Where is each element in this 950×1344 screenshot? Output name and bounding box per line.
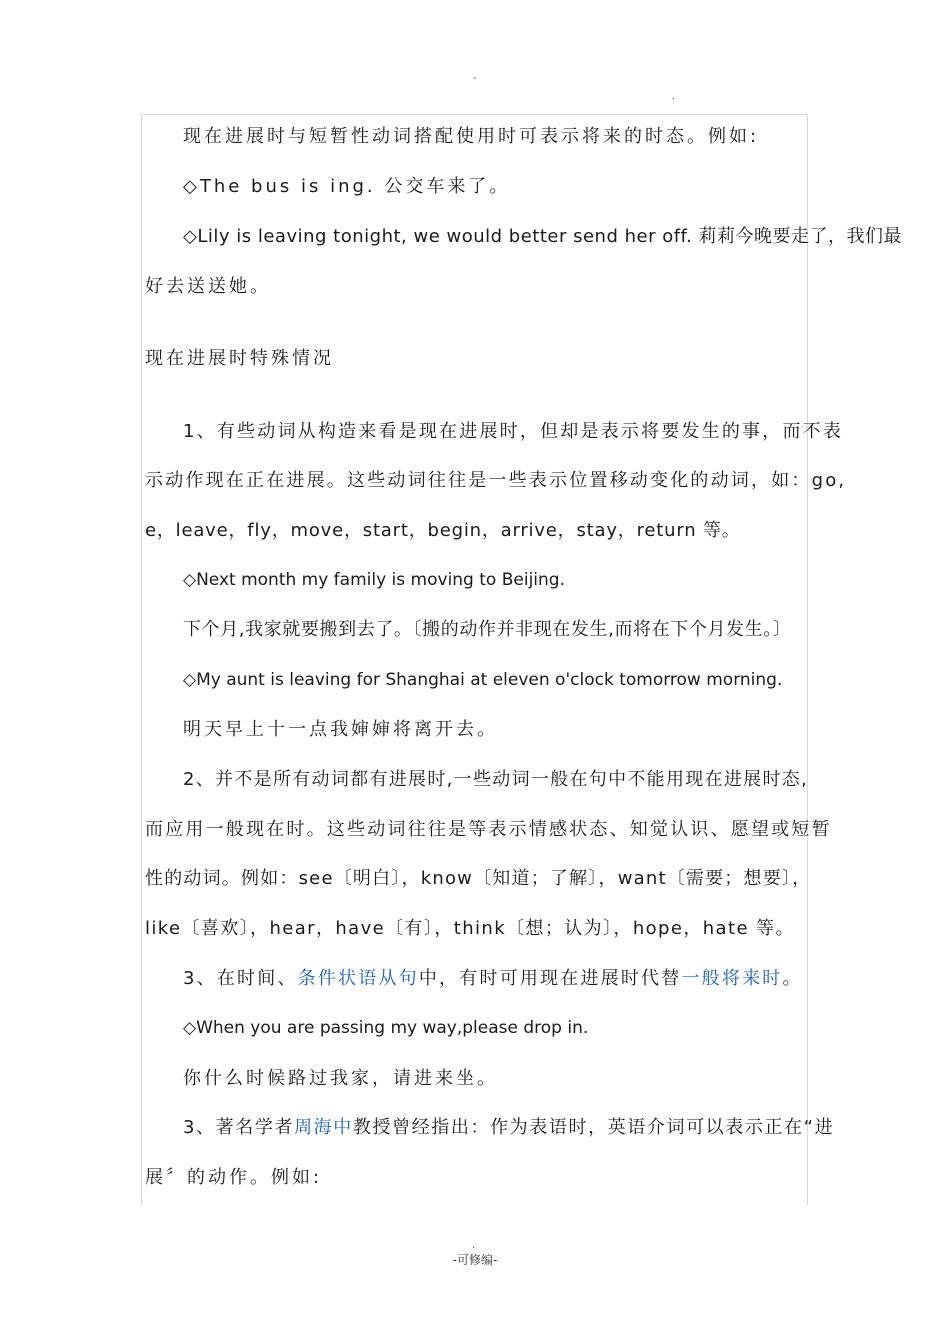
translation-line: 下个月,我家就要搬到去了。〔搬的动作并非现在发生,而将在下个月发生。〕 (183, 619, 792, 640)
text-line: 示动作现在正在进展。这些动词往往是一些表示位置移动变化的动词，如：go, (145, 470, 847, 491)
text-line: 好去送送她。 (145, 276, 271, 297)
translation-line: 明天早上十一点我婶婶将离开去。 (183, 719, 498, 740)
page-footer: -可修编- (452, 1253, 498, 1267)
footer-dot: . (472, 1240, 476, 1251)
example-line: ◇The bus is ing. 公交车来了。 (183, 176, 511, 197)
text-line: e，leave，fly，move，start，begin，arrive，stay，return 等。 (145, 520, 741, 541)
header-mark-right: . (672, 91, 676, 102)
example-line: ◇When you are passing my way,please drop in. (183, 1018, 589, 1038)
text-segment: 3、在时间、 (183, 968, 298, 989)
section-heading: 现在进展时特殊情况 (145, 348, 334, 369)
example-line: ◇My aunt is leaving for Shanghai at eleven o'clock tomorrow morning. (183, 670, 783, 690)
translation-line: 你什么时候路过我家，请进来坐。 (183, 1068, 498, 1089)
text-segment: 。 (782, 968, 803, 989)
text-line: 展〞的动作。例如: (145, 1167, 323, 1188)
example-line: ◇Next month my family is moving to Beijing. (183, 570, 565, 590)
text-line: like〔喜欢〕，hear，have〔有〕，think〔想；认为〕，hope，hate 等。 (145, 918, 795, 939)
header-mark-left: - (473, 73, 477, 84)
text-line: 2、并不是所有动词都有进展时,一些动词一般在句中不能用现在进展时态, (183, 769, 809, 790)
text-segment: 3、著名学者 (183, 1117, 295, 1138)
text-segment: 中，有时可用现在进展时代替 (418, 968, 682, 989)
text-line: 性的动词。例如：see〔明白〕，know〔知道；了解〕，want〔需要；想要〕， (145, 868, 812, 889)
conditional-clause-link[interactable]: 条件状语从句 (297, 968, 419, 989)
text-line (183, 1113, 834, 1143)
text-line: 现在进展时与短暂性动词搭配使用时可表示将来的时态。例如: (183, 126, 760, 147)
text-line: 而应用一般现在时。这些动词往往是等表示情感状态、知觉认识、愿望或短暂 (145, 819, 832, 840)
text-line: 1、有些动词从构造来看是现在进展时，但却是表示将要发生的事，而不表 (183, 421, 844, 442)
future-tense-link[interactable]: 一般将来时 (681, 968, 783, 989)
scholar-name-link[interactable]: 周海中 (294, 1117, 353, 1138)
text-line (183, 964, 803, 994)
text-segment: 教授曾经指出：作为表语时，英语介词可以表示正在“进 (352, 1117, 835, 1138)
example-line: ◇Lily is leaving tonight, we would better send her off. 莉莉今晚要走了，我们最 (183, 226, 903, 247)
